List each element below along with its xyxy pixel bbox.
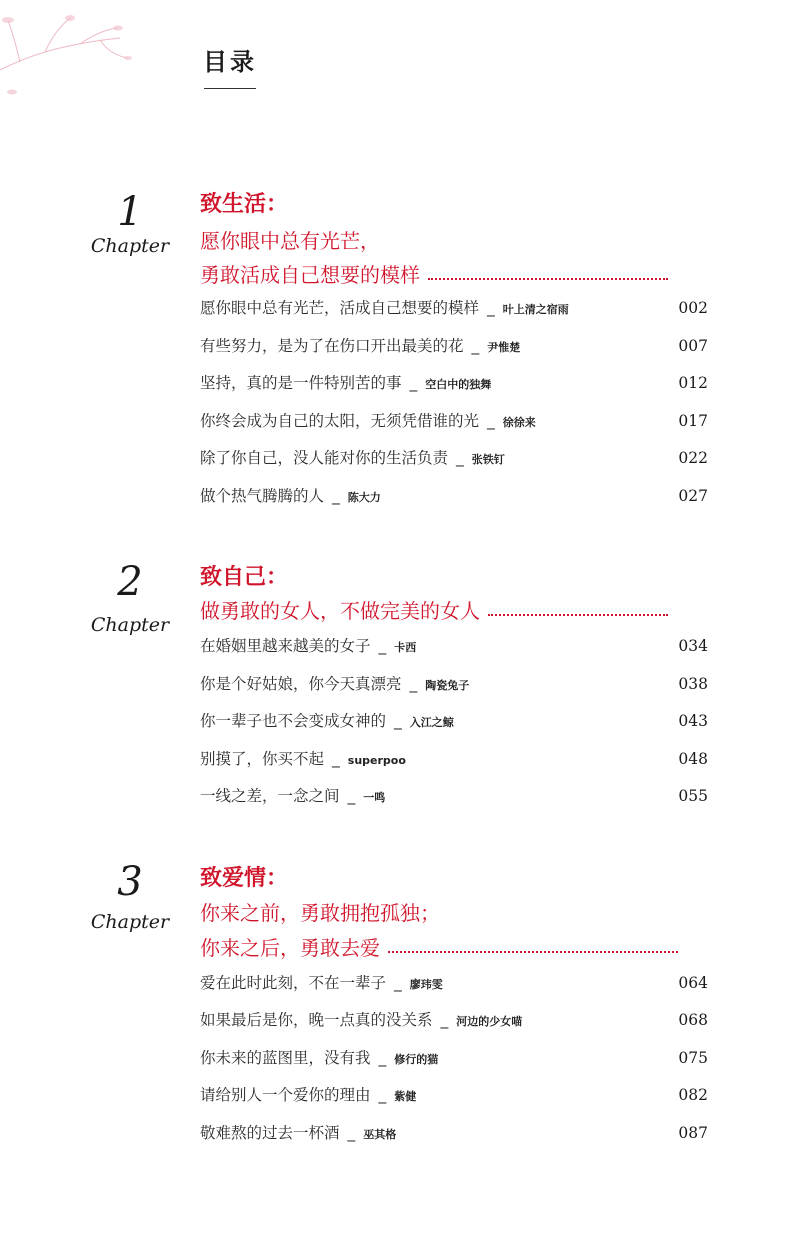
chapter-number: 1 bbox=[117, 189, 143, 235]
toc-entry[interactable]: 你一辈子也不会变成女神的 _ 入江之鲸 043 bbox=[200, 708, 708, 734]
chapter-word: Chapter bbox=[90, 614, 170, 636]
page-number: 087 bbox=[678, 1124, 708, 1142]
toc-entry[interactable]: 坚持，真的是一件特别苦的事 _ 空白中的独舞 012 bbox=[200, 370, 708, 396]
page-title: 目录 bbox=[203, 48, 257, 76]
page-number: 034 bbox=[678, 637, 708, 655]
page-number: 055 bbox=[678, 787, 708, 805]
page-number: 075 bbox=[678, 1049, 708, 1067]
page-number: 064 bbox=[678, 974, 708, 992]
toc-entry[interactable]: 请给别人一个爱你的理由 _ 紫健 082 bbox=[200, 1082, 708, 1108]
dotted-leader bbox=[388, 951, 678, 953]
page-number: 068 bbox=[678, 1011, 708, 1029]
toc-entry[interactable]: 做个热气腾腾的人 _ 陈大力 027 bbox=[200, 483, 708, 509]
toc-entry[interactable]: 愿你眼中总有光芒，活成自己想要的模样 _ 叶上清之宿雨 002 bbox=[200, 295, 708, 321]
page-number: 038 bbox=[678, 675, 708, 693]
page-number: 027 bbox=[678, 487, 708, 505]
chapter-word: Chapter bbox=[90, 911, 170, 933]
page-number: 017 bbox=[678, 412, 708, 430]
toc-entry[interactable]: 你未来的蓝图里，没有我 _ 修行的猫 075 bbox=[200, 1045, 708, 1071]
chapter-heading: 致爱情： bbox=[200, 866, 289, 891]
page-number: 012 bbox=[678, 374, 708, 392]
toc-entry[interactable]: 如果最后是你，晚一点真的没关系 _ 河边的少女喵 068 bbox=[200, 1007, 708, 1033]
page-number: 002 bbox=[678, 299, 708, 317]
dotted-leader bbox=[488, 614, 668, 616]
toc-entry[interactable]: 你终会成为自己的太阳，无须凭借谁的光 _ 徐徐来 017 bbox=[200, 408, 708, 434]
toc-entry[interactable]: 一线之差，一念之间 _ 一鸣 055 bbox=[200, 783, 708, 809]
chapter-subtitle-line2: 你来之后，勇敢去爱 bbox=[200, 935, 678, 961]
toc-entry[interactable]: 在婚姻里越来越美的女子 _ 卡西 034 bbox=[200, 633, 708, 659]
title-underline bbox=[204, 88, 256, 89]
chapter-subtitle-line2: 勇敢活成自己想要的模样 bbox=[200, 262, 668, 288]
page-number: 007 bbox=[678, 337, 708, 355]
toc-entry[interactable]: 爱在此时此刻，不在一辈子 _ 廖玮雯 064 bbox=[200, 970, 708, 996]
page-number: 043 bbox=[678, 712, 708, 730]
chapter-subtitle: 你来之前，勇敢拥抱孤独； bbox=[200, 901, 440, 925]
dotted-leader bbox=[428, 278, 668, 280]
chapter-subtitle: 做勇敢的女人，不做完美的女人 bbox=[200, 598, 668, 624]
toc-entry[interactable]: 有些努力，是为了在伤口开出最美的花 _ 尹惟楚 007 bbox=[200, 333, 708, 359]
chapter-heading: 致自己： bbox=[200, 565, 289, 590]
chapter-number: 2 bbox=[117, 559, 143, 605]
page-number: 048 bbox=[678, 750, 708, 768]
chapter-word: Chapter bbox=[90, 235, 170, 257]
toc-entry[interactable]: 除了你自己，没人能对你的生活负责 _ 张铁钉 022 bbox=[200, 445, 708, 471]
chapter-subtitle: 愿你眼中总有光芒， bbox=[200, 229, 380, 253]
chapter-number: 3 bbox=[117, 859, 143, 905]
toc-entry[interactable]: 你是个好姑娘，你今天真漂亮 _ 陶瓷兔子 038 bbox=[200, 671, 708, 697]
page-number: 022 bbox=[678, 449, 708, 467]
toc-entry[interactable]: 别摸了，你买不起 _ superpoo 048 bbox=[200, 746, 708, 772]
toc-entry[interactable]: 敬难熬的过去一杯酒 _ 巫其格 087 bbox=[200, 1120, 708, 1146]
page-number: 082 bbox=[678, 1086, 708, 1104]
chapter-heading: 致生活： bbox=[200, 192, 289, 217]
